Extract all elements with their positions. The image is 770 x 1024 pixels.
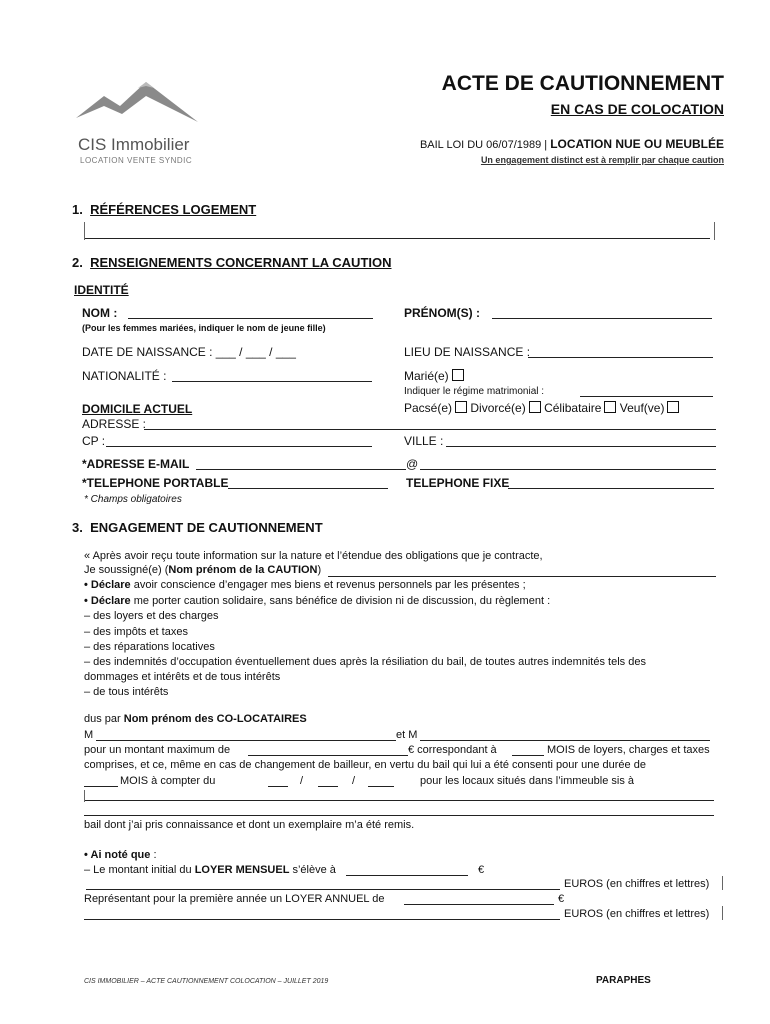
item-reparations: – des réparations locatives <box>84 641 215 653</box>
section1-heading <box>72 202 256 217</box>
declare-1-text: avoir conscience d’engager mes biens et revenus personnels par les présentes ; <box>130 579 526 591</box>
tel-fixe-label: TELEPHONE FIXE <box>406 476 510 490</box>
tel-portable-field[interactable] <box>228 488 388 489</box>
duree-field[interactable] <box>84 786 118 787</box>
soussigne-line <box>84 564 321 576</box>
lieu-naissance-field[interactable] <box>528 357 713 358</box>
section3-heading <box>72 520 323 535</box>
correspondant-label: € correspondant à <box>408 744 497 756</box>
tel-portable-label: *TELEPHONE PORTABLE <box>82 476 229 490</box>
email-user-field[interactable] <box>196 469 406 470</box>
euros-label-2: EUROS (en chiffres et lettres) <box>564 908 710 920</box>
declare-1-bold: • Déclare <box>84 579 131 591</box>
prenom-label: PRÉNOM(S) : <box>404 306 480 320</box>
champs-obligatoires: * Champs obligatoires <box>84 494 182 505</box>
date-day-field[interactable] <box>268 786 288 787</box>
veuf-checkbox[interactable] <box>667 401 679 413</box>
nationalite-field[interactable] <box>172 381 372 382</box>
domicile-heading: DOMICILE ACTUEL <box>82 402 193 416</box>
declare-line-1 <box>84 579 526 591</box>
date-sep-1: / <box>300 775 304 787</box>
loyer-mensuel-line <box>84 864 336 876</box>
loyer-annuel-lettres-field[interactable] <box>84 919 560 920</box>
loyer-text-2: s’élève à <box>289 864 336 876</box>
loyer-mensuel-label: LOYER MENSUEL <box>194 864 290 876</box>
bail-connaissance: bail dont j’ai pris connaissance et dont un exemplaire m’a été remis. <box>84 819 415 831</box>
engagement-note: Un engagement distinct est à remplir par chaque caution <box>480 155 724 165</box>
colocataire-2-field[interactable] <box>420 740 710 741</box>
date-year-field[interactable] <box>368 786 394 787</box>
footer-reference: CIS IMMOBILIER – ACTE CAUTIONNEMENT COLOCATION – JUILLET 2019 <box>84 978 329 985</box>
comprises-line: comprises, et ce, même en cas de changement de bailleur, en vertu du bail qui lui a été consenti pour une durée de <box>84 759 646 771</box>
identite-heading: IDENTITÉ <box>74 283 129 297</box>
regime-label: Indiquer le régime matrimonial : <box>404 386 545 397</box>
pacse-label: Pacsé(e) <box>404 401 453 415</box>
soussigne-text: Je soussigné(e) ( <box>84 564 169 576</box>
veuf-label: Veuf(ve) <box>619 401 665 415</box>
celibataire-checkbox[interactable] <box>604 401 616 413</box>
ville-field[interactable] <box>446 446 716 447</box>
caution-name-label: Nom prénom de la CAUTION <box>168 564 318 576</box>
section3-number: 3. <box>72 520 83 535</box>
ai-note-colon: : <box>150 849 157 861</box>
logo-name: CIS Immobilier <box>78 135 190 154</box>
document-title: ACTE DE CAUTIONNEMENT <box>441 72 724 95</box>
prenom-field[interactable] <box>492 318 712 319</box>
ai-note-bold: • Ai noté que <box>84 849 151 861</box>
loyer-annuel-field[interactable] <box>404 904 554 905</box>
section3-title: ENGAGEMENT DE CAUTIONNEMENT <box>90 520 323 535</box>
montant-label: pour un montant maximum de <box>84 744 231 756</box>
location-type: LOCATION NUE OU MEUBLÉE <box>550 137 724 151</box>
declare-2-bold: • Déclare <box>84 595 131 607</box>
loyer-lettres-field[interactable] <box>86 889 560 890</box>
immeuble-field-2[interactable] <box>84 815 714 816</box>
paraphes-label: PARAPHES <box>596 975 651 986</box>
logement-field[interactable] <box>84 238 710 239</box>
euros-label-1: EUROS (en chiffres et lettres) <box>564 878 710 890</box>
item-indemnites-cont: dommages et intérêts et de tous intérêts <box>84 671 281 683</box>
colocataires-label: Nom prénom des CO-LOCATAIRES <box>123 713 307 725</box>
date-month-field[interactable] <box>318 786 338 787</box>
nom-note: (Pour les femmes mariées, indiquer le nom de jeune fille) <box>82 323 326 333</box>
colocataires-line <box>84 713 307 725</box>
divorce-label: Divorcé(e) <box>470 401 526 415</box>
declare-2-text: me porter caution solidaire, sans bénéfice de division ni de discussion, du règlement : <box>130 595 551 607</box>
declare-line-2 <box>84 595 550 607</box>
section1-title: RÉFÉRENCES LOGEMENT <box>90 202 257 217</box>
section2-number: 2. <box>72 255 83 270</box>
marie-label: Marié(e) <box>404 369 449 383</box>
loyer-text-1: – Le montant initial du <box>84 864 195 876</box>
montant-field[interactable] <box>248 755 408 756</box>
engagement-line-1: « Après avoir reçu toute information sur la nature et l’étendue des obligations que je contracte, <box>84 550 543 562</box>
caution-name-field[interactable] <box>328 576 716 577</box>
mois-field[interactable] <box>512 755 544 756</box>
adresse-label: ADRESSE : <box>82 417 147 431</box>
bail-law: BAIL LOI DU 06/07/1989 | <box>419 139 548 151</box>
ai-note-heading <box>84 849 157 861</box>
date-sep-2: / <box>352 775 356 787</box>
tel-fixe-field[interactable] <box>508 488 714 489</box>
divorce-checkbox[interactable] <box>529 401 541 413</box>
loyer-mensuel-field[interactable] <box>346 875 468 876</box>
section2-heading <box>72 255 392 270</box>
lieu-naissance-label: LIEU DE NAISSANCE : <box>404 345 531 359</box>
email-label: *ADRESSE E-MAIL <box>82 457 190 471</box>
item-interets: – de tous intérêts <box>84 686 169 698</box>
m2-label: et M <box>396 729 418 741</box>
nom-label: NOM : <box>82 306 118 320</box>
mois-loyers-label: MOIS de loyers, charges et taxes <box>547 744 710 756</box>
marie-checkbox[interactable] <box>452 369 464 381</box>
item-impots: – des impôts et taxes <box>84 626 188 638</box>
colocataire-1-field[interactable] <box>96 740 396 741</box>
cp-label: CP : <box>82 434 106 448</box>
cp-field[interactable] <box>106 446 372 447</box>
locaux-label: pour les locaux situés dans l’immeuble sis à <box>420 775 634 787</box>
regime-field[interactable] <box>580 396 713 397</box>
marie-option[interactable] <box>404 369 464 383</box>
mountain-logo-icon <box>76 78 198 126</box>
bail-reference <box>420 137 724 151</box>
item-indemnites: – des indemnités d’occupation éventuellement dues après la résiliation du bail, de toutes autres indemnités tels des <box>84 656 646 668</box>
document-subtitle: EN CAS DE COLOCATION <box>550 101 724 117</box>
email-at: @ <box>406 457 419 471</box>
euro-symbol-2: € <box>558 893 565 905</box>
pacse-checkbox[interactable] <box>455 401 467 413</box>
nationalite-label: NATIONALITÉ : <box>82 369 167 383</box>
celibataire-label: Célibataire <box>544 401 602 415</box>
m1-label: M <box>84 729 94 741</box>
nom-field[interactable] <box>128 318 373 319</box>
ville-label: VILLE : <box>404 434 444 448</box>
item-loyers: – des loyers et des charges <box>84 610 219 622</box>
immeuble-field[interactable] <box>84 800 714 801</box>
date-naissance[interactable]: DATE DE NAISSANCE : ___ / ___ / ___ <box>82 345 296 359</box>
situation-options <box>404 401 679 415</box>
adresse-field[interactable] <box>144 429 716 430</box>
email-domain-field[interactable] <box>420 469 716 470</box>
soussigne-close: ) <box>317 564 322 576</box>
dus-par: dus par <box>84 713 124 725</box>
section2-title: RENSEIGNEMENTS CONCERNANT LA CAUTION <box>90 255 392 270</box>
logo-tagline: LOCATION VENTE SYNDIC <box>80 156 193 165</box>
section1-number: 1. <box>72 202 83 217</box>
mois-compter-label: MOIS à compter du <box>120 775 216 787</box>
euro-symbol-1: € <box>478 864 485 876</box>
loyer-annuel-label: Représentant pour la première année un LOYER ANNUEL de <box>84 893 385 905</box>
